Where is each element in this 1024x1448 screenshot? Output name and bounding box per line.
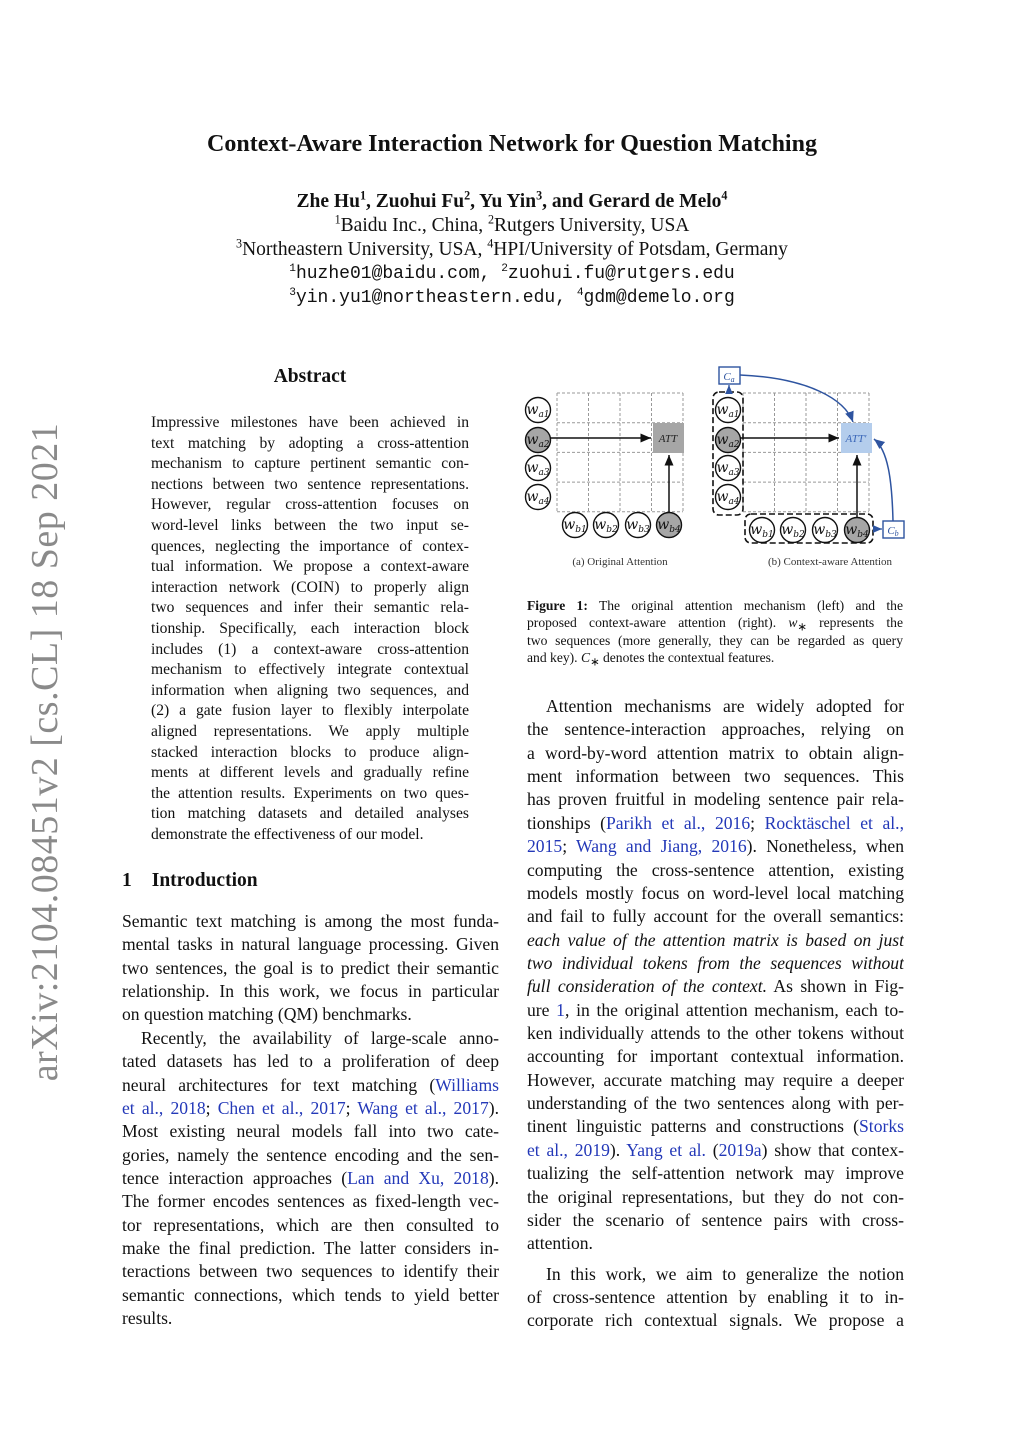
italic-text: full consideration of the context.: [527, 976, 768, 997]
text-line: Figure 1: The original attention mechanism (left) and the: [527, 598, 903, 613]
text-line: includes (1) a context-aware cross-attention: [151, 640, 469, 658]
figure-1-attention-diagram: [520, 360, 910, 580]
text-line: tor representations, which are then consulted to: [122, 1214, 499, 1235]
text-line: Recently, the availability of large-scale anno-: [141, 1027, 499, 1048]
token-wa2-label: $w_{a2}$: [526, 432, 550, 450]
token-wb2-label: $w_{b2}$: [781, 522, 805, 540]
author-name: Yu Yin: [479, 191, 537, 212]
context-a-label: Ca: [723, 371, 735, 384]
text-line: et al., 2019). Yang et al. (2019a) show that contex-: [527, 1139, 904, 1160]
section-number: 1: [122, 870, 132, 891]
token-wb3-label: $w_{b3}$: [813, 522, 837, 540]
affiliation-mark: 2: [501, 263, 508, 275]
affiliation-mark: 3: [236, 236, 243, 251]
email-line-1: [0, 264, 1024, 284]
citation-link[interactable]: 1: [556, 999, 565, 1020]
text-line: Impressive milestones have been achieved in: [151, 414, 469, 431]
email-line-2: [0, 288, 1024, 308]
text-line: mechanism to effectively integrate contextual: [151, 661, 469, 679]
text-line: mental tasks in natural language processing. Given: [122, 934, 499, 955]
text-line: corporate rich contextual signals. We propose a: [527, 1310, 904, 1331]
paper-title: Context-Aware Interaction Network for Question Matching: [207, 131, 817, 157]
text-line: nections between two sentence representations.: [151, 475, 469, 493]
token-wb4-label: $w_{b4}$: [657, 517, 681, 535]
citation-link[interactable]: 2017: [453, 1097, 489, 1118]
affiliation-mark: 3: [289, 287, 296, 299]
text-line: text matching by adopting a cross-attention: [151, 434, 469, 452]
token-wb2-label: $w_{b2}$: [594, 517, 618, 535]
text-line: teractions between two sequences to identify their: [122, 1261, 499, 1282]
introduction-body: [122, 910, 499, 1330]
affiliation-text: Northeastern University, USA,: [242, 239, 488, 260]
text-line: and key). $C_∗$ denotes the contextual features.: [527, 649, 903, 666]
author-name: Zhe Hu: [296, 191, 360, 212]
arrow-context-b-to-att-prime: [874, 439, 893, 521]
text-line: stacked interaction blocks to produce align-: [151, 743, 469, 761]
text-line: has proven fruitful in modeling sentence pair rela-: [527, 789, 904, 810]
subcaption-b: (b) Context-aware Attention: [767, 556, 893, 568]
text-line: et al., 2018; Chen et al., 2017; Wang et al., 2017).: [122, 1097, 499, 1118]
citation-link[interactable]: Lan and Xu,: [347, 1167, 445, 1188]
text-line: results.: [122, 1308, 173, 1329]
section-heading-introduction: [122, 870, 258, 892]
token-wb4-label: $w_{b4}$: [845, 522, 869, 540]
affiliation-mark: 1: [334, 212, 341, 227]
text-line: two sequences (more generally, they can be regarded as query: [527, 632, 903, 648]
text-line: tion matching datasets and detailed analyses: [151, 805, 469, 823]
abstract-body: [151, 413, 469, 845]
att-prime-label: ATT′: [845, 433, 867, 445]
token-wa1-label: $w_{a1}$: [716, 402, 740, 420]
token-wa3-label: $w_{a3}$: [716, 460, 740, 478]
citation-link[interactable]: Storks: [859, 1116, 904, 1137]
text-line: on question matching (QM) benchmarks.: [122, 1004, 412, 1025]
italic-text: each value of the attention matrix is based on just: [527, 929, 904, 950]
text-line: understanding of the two sentences along with per-: [527, 1093, 904, 1114]
affiliation-text: gdm@demelo.org: [583, 288, 735, 308]
citation-link[interactable]: 2016: [714, 812, 751, 833]
token-wa1-label: $w_{a1}$: [526, 402, 550, 420]
context-b-label: Cb: [887, 525, 899, 538]
text-line: a word-by-word attention matrix to obtain align-: [527, 742, 904, 763]
italic-text: C: [580, 650, 591, 666]
affiliation-text: huzhe01@baidu.com,: [295, 264, 502, 284]
author-list: Zhe Hu$^1$, Zuohui Fu$^2$, Yu Yin$^3$, and Gerard de Melo$^4$: [296, 188, 728, 212]
text-line: tence interaction approaches (Lan and Xu, 2018).: [122, 1167, 499, 1188]
text-line: accounting for important contextual information.: [527, 1046, 904, 1067]
citation-link[interactable]: 2018: [170, 1097, 206, 1118]
affiliation-text: HPI/University of Potsdam, Germany: [493, 239, 788, 260]
citation-link[interactable]: Wang and Jiang,: [576, 836, 703, 857]
right-column-body: [527, 695, 904, 1333]
affiliation-mark: 1: [289, 263, 296, 275]
author-affiliation-mark: 2: [464, 188, 471, 203]
token-wa3-label: $w_{a3}$: [526, 460, 550, 478]
text-line: gories, namely the sentence encoding and the sen-: [122, 1144, 499, 1165]
figure-1-caption: [527, 597, 903, 667]
subcaption-a: (a) Original Attention: [572, 556, 668, 568]
text-line: proposed context-aware attention (right). $w_∗$ represents the: [527, 614, 903, 631]
text-line: tual information. We propose a context-aware: [151, 558, 469, 576]
citation-link[interactable]: 2015: [527, 836, 563, 857]
affiliation-mark: 4: [576, 287, 584, 299]
italic-text: w: [788, 615, 798, 631]
text-line: semantic connections, which tends to yield better: [122, 1284, 499, 1305]
text-line: models mostly focus on word-level local matching: [527, 882, 904, 903]
text-line: quences, neglecting the importance of contex-: [151, 537, 469, 555]
citation-link[interactable]: 2019a: [718, 1139, 762, 1160]
citation-link[interactable]: Williams: [435, 1074, 499, 1095]
affiliation-line-1: [0, 212, 1024, 237]
text-line: computing the cross-sentence attention, existing: [527, 859, 904, 880]
text-line: tionships (Parikh et al., 2016; Rocktäschel et al.,: [527, 812, 904, 833]
text-line: and fail to fully account for the overall semantics:: [527, 906, 904, 927]
text-line: aligned representations. We apply multiple: [151, 722, 469, 740]
text-line: neural architectures for text matching (Williams: [122, 1074, 499, 1095]
citation-link[interactable]: et al.,: [527, 1139, 568, 1160]
text-line: ken individually attends to the other tokens without: [527, 1023, 904, 1044]
text-line: Most existing neural models fall into two cate-: [122, 1121, 499, 1142]
text-line: In this work, we aim to generalize the notion: [546, 1263, 904, 1284]
token-wa2-label: $w_{a2}$: [716, 432, 740, 450]
citation-link[interactable]: 2019: [574, 1139, 610, 1160]
text-line: However, accurate matching may require a deeper: [527, 1069, 904, 1090]
arrow-context-a-to-att-prime: [740, 375, 853, 422]
italic-text: two individual tokens from the sequences without: [527, 952, 904, 973]
citation-link[interactable]: 2016: [711, 836, 747, 857]
citation-link[interactable]: et al.,: [122, 1097, 164, 1118]
text-line: [527, 952, 904, 975]
text-line: ments at different levels and gradually refine: [151, 764, 469, 782]
text-line: the original representations, but they do not con-: [527, 1186, 904, 1207]
affiliation-line-2: [0, 236, 1024, 261]
text-line: full consideration of the context. As shown in Fig-: [527, 976, 904, 997]
arxiv-identifier: arXiv:2104.08451v2 [cs.CL] 18 Sep 2021: [24, 422, 66, 1082]
math-subscript: ∗: [797, 622, 807, 632]
text-line: Semantic text matching is among the most funda-: [122, 911, 499, 931]
text-line: the sentence-interaction approaches, relying on: [527, 719, 904, 740]
citation-link[interactable]: Chen et al.,: [217, 1097, 304, 1118]
token-wa4-label: $w_{a4}$: [526, 489, 550, 507]
text-line: tualizing the self-attention network may improve: [527, 1163, 904, 1184]
text-line: tated datasets has led to a proliferation of deep: [122, 1051, 499, 1072]
affiliation-text: Rutgers University, USA: [494, 215, 690, 236]
text-line: sider the scenario of sentence pairs with cross-: [527, 1209, 904, 1230]
text-line: two sequences and infer their semantic rela-: [151, 599, 469, 617]
author-affiliation-mark: 4: [721, 188, 728, 203]
text-line: tionship. Specifically, each interaction block: [151, 619, 469, 637]
token-wb1-label: $w_{b1}$: [563, 517, 587, 535]
text-line: tinent linguistic patterns and constructions (Storks: [527, 1116, 904, 1137]
affiliation-text: zuohui.fu@rutgers.edu: [507, 264, 735, 284]
text-line: ure 1, in the original attention mechanism, each to-: [527, 999, 904, 1020]
bold-label: Figure 1:: [527, 598, 588, 613]
citation-link[interactable]: Rocktäschel et al.,: [764, 812, 904, 833]
citation-link[interactable]: Parikh et al.,: [606, 812, 706, 833]
text-line: [527, 929, 904, 952]
author-name: Zuohui Fu: [375, 191, 465, 212]
text-line: word-level links between the two input se-: [151, 516, 469, 534]
text-line: two sentences, the goal is to predict their semantic: [122, 957, 499, 978]
text-line: the attention results. Experiments on two ques-: [151, 784, 469, 802]
affiliation-mark: 4: [487, 236, 494, 251]
abstract-heading: Abstract: [273, 366, 347, 387]
text-line: interaction network (COIN) to properly align: [151, 578, 469, 596]
text-line: attention.: [527, 1233, 593, 1254]
text-line: make the final prediction. The latter considers in-: [122, 1238, 499, 1259]
math-subscript: ∗: [590, 656, 600, 667]
text-line: ment information between two sequences. This: [527, 766, 904, 787]
text-line: mechanism to capture pertinent semantic con-: [151, 455, 469, 473]
affiliation-text: yin.yu1@northeastern.edu,: [295, 288, 577, 308]
affiliation-text: Baidu Inc., China,: [340, 215, 488, 236]
text-line: demonstrate the effectiveness of our model.: [151, 825, 424, 843]
text-line: of cross-sentence attention by enabling it to in-: [527, 1286, 904, 1307]
text-line: Attention mechanisms are widely adopted for: [546, 696, 904, 716]
author-affiliation-mark: 3: [536, 188, 543, 203]
section-title: Introduction: [151, 870, 258, 891]
text-line: (2) a gate fusion layer to flexibly interpolate: [151, 702, 469, 720]
citation-link[interactable]: Yang et al.: [626, 1139, 706, 1160]
text-line: However, regular cross-attention focuses on: [151, 496, 469, 514]
token-wb1-label: $w_{b1}$: [750, 522, 774, 540]
text-line: The former encodes sentences as fixed-length vec-: [122, 1191, 499, 1212]
token-wb3-label: $w_{b3}$: [626, 517, 650, 535]
text-line: relationship. In this work, we focus in particular: [122, 981, 499, 1002]
author-affiliation-mark: 1: [359, 188, 366, 203]
affiliation-mark: 2: [487, 212, 495, 227]
citation-link[interactable]: Wang et al.,: [357, 1097, 447, 1118]
text-line: 2015; Wang and Jiang, 2016). Nonetheless, when: [527, 836, 904, 857]
citation-link[interactable]: 2018: [453, 1167, 489, 1188]
text-line: information when aligning two sequences, and: [151, 681, 469, 699]
att-label: ATT: [658, 433, 678, 445]
author-name: Gerard de Melo: [588, 191, 722, 212]
token-wa4-label: $w_{a4}$: [716, 489, 740, 507]
citation-link[interactable]: 2017: [310, 1097, 346, 1118]
